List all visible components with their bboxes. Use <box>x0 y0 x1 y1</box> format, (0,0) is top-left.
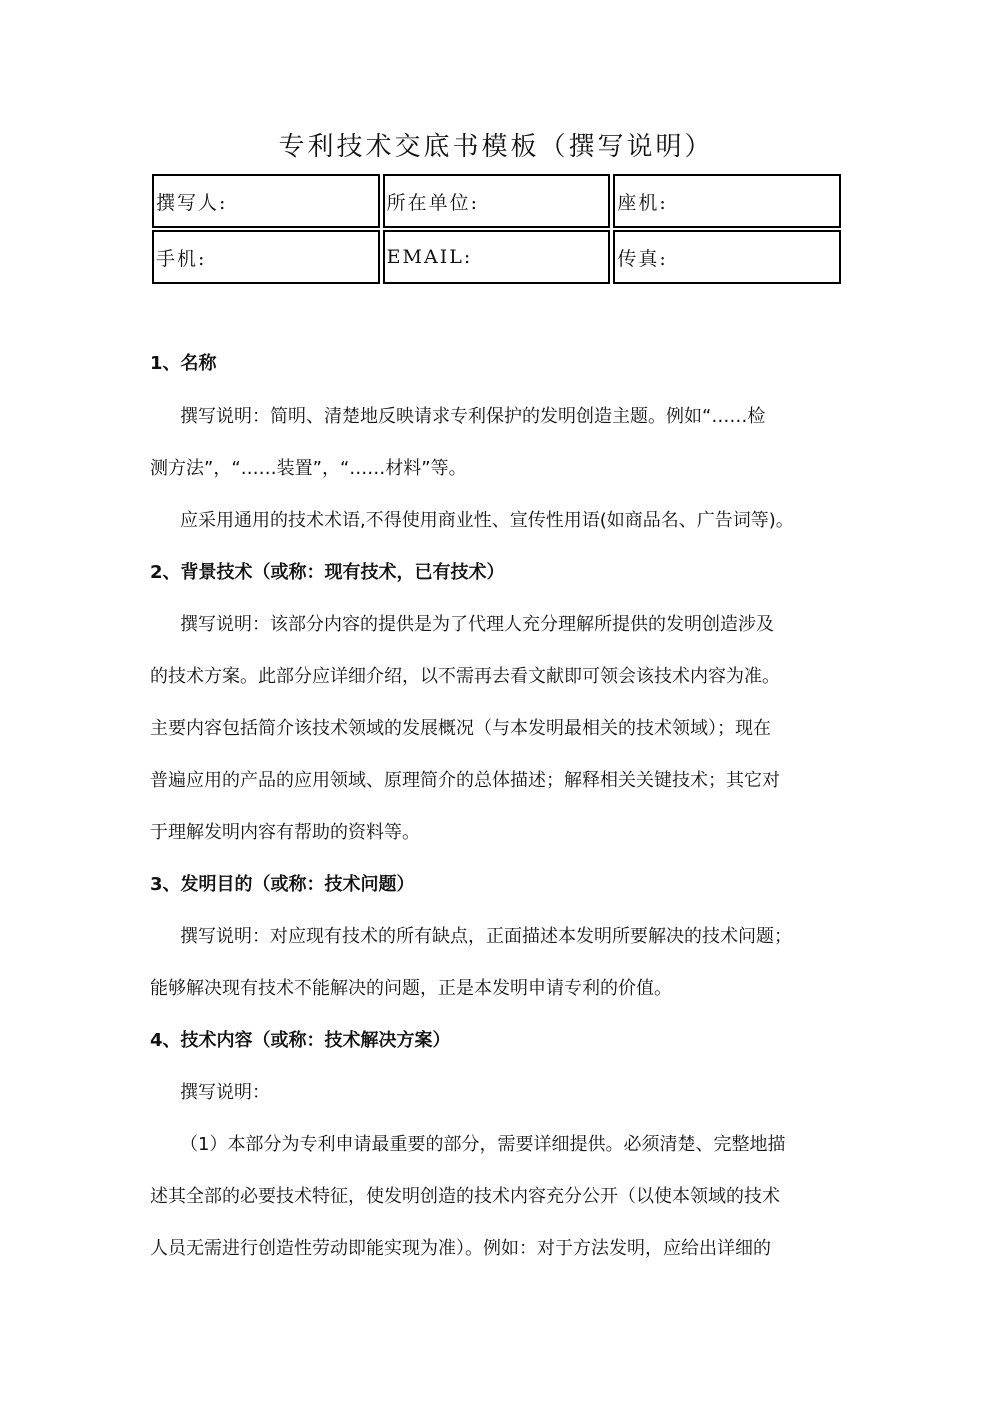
paragraph-line: 于理解发明内容有帮助的资料等。 <box>150 822 420 843</box>
landline-cell: 座机: <box>613 174 841 228</box>
paragraph-line: 主要内容包括简介该技术领域的发展概况（与本发明最相关的技术领域）；现在 <box>150 718 771 739</box>
section-1-heading: 1、名称 <box>150 353 217 374</box>
section-2-heading: 2、背景技术（或称：现有技术，已有技术） <box>150 562 505 583</box>
paragraph-line: 能够解决现有技术不能解决的问题，正是本发明申请专利的价值。 <box>150 978 672 999</box>
section-4-heading: 4、技术内容（或称：技术解决方案） <box>150 1030 451 1051</box>
fax-cell: 传真: <box>613 230 841 284</box>
author-cell: 撰写人: <box>152 174 380 228</box>
paragraph-line: 测方法”，“……装置”，“……材料”等。 <box>150 458 467 479</box>
paragraph-line: 撰写说明：该部分内容的提供是为了代理人充分理解所提供的发明创造涉及 <box>180 614 774 635</box>
paragraph-line: 撰写说明：简明、清楚地反映请求专利保护的发明创造主题。例如“……检 <box>180 406 766 427</box>
paragraph-line: 普遍应用的产品的应用领域、原理简介的总体描述；解释相关关键技术；其它对 <box>150 770 780 791</box>
section-3-heading: 3、发明目的（或称：技术问题） <box>150 874 415 895</box>
paragraph-line: 的技术方案。此部分应详细介绍，以不需再去看文献即可领会该技术内容为准。 <box>150 666 780 687</box>
paragraph-line: 撰写说明：对应现有技术的所有缺点，正面描述本发明所要解决的技术问题； <box>180 926 792 947</box>
paragraph-line: （1）本部分为专利申请最重要的部分，需要详细提供。必须清楚、完整地描 <box>180 1134 786 1155</box>
paragraph-line: 撰写说明： <box>180 1082 270 1103</box>
organization-cell: 所在单位: <box>383 174 611 228</box>
mobile-cell: 手机: <box>152 230 380 284</box>
email-cell: EMAIL: <box>383 230 611 284</box>
paragraph-line: 述其全部的必要技术特征，使发明创造的技术内容充分公开（以使本领域的技术 <box>150 1186 780 1207</box>
page-title: 专利技术交底书模板（撰写说明） <box>278 132 714 162</box>
author-info-table <box>149 172 844 286</box>
paragraph-line: 应采用通用的技术术语,不得使用商业性、宣传性用语(如商品名、广告词等)。 <box>180 510 794 531</box>
paragraph-line: 人员无需进行创造性劳动即能实现为准）。例如：对于方法发明，应给出详细的 <box>150 1238 771 1259</box>
